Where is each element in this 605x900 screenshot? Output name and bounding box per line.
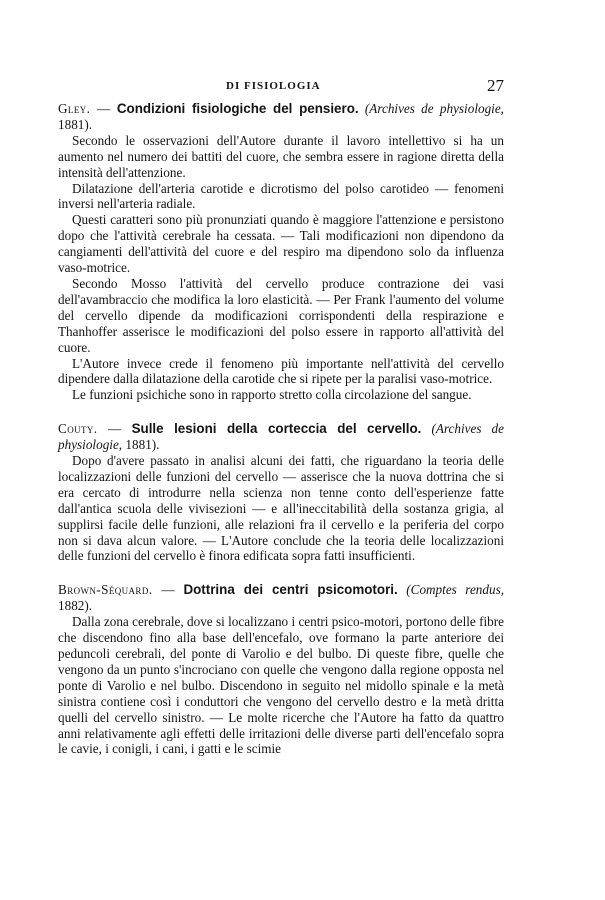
entry-author: Brown-Séquard. — [58,582,175,598]
paragraph: L'Autore invece crede il fenomeno più importante nell'attività del cervello dipendere dalla dilatazione della carotide che si ripete per la paralisi vaso-motrice. [58,355,504,387]
text-column [58,101,504,757]
paragraph: Secondo le osservazioni dell'Autore durante il lavoro intellettivo si ha un aumento nel numero dei battiti del cuore, che sembra essere in ragione diretta della intensità dell'attenzione. [58,132,504,180]
paragraph: Dalla zona cerebrale, dove si localizzano i centri psico-motori, portono delle fibre che discendono fino alla base dell'encefalo, ove formano la parte anteriore dei peduncoli cerebrali, del ponte di Varolio e del bulbo. Di queste fibre, quelle che vengono da un punto s'incrociano con quelle che vengono dalla regione opposta nel ponte di Varolio e nel bulbo. Discendono in seguito nel midollo spinale e la metà sinistra contiene così i conduttori che vengono del cervello destro e la metà dritta quelli del cervello sinistro. — Le molte ricerche che l'Autore ha fatto da quattro anni relativamente agli effetti delle irritazioni delle diverse parti dell'encefalo sopra le cavie, i conigli, i cani, i gatti e le scimie [58,614,504,757]
entry-author: Gley. — [58,101,111,116]
running-header [58,76,504,101]
page-number: 27 [487,76,504,95]
entry-title: Sulle lesioni della corteccia del cervello. [131,421,422,437]
entry-title: Dottrina dei centri psicomotori. [183,582,398,598]
entry-author: Couty. — [58,421,122,437]
entry-source: (Archives de physiologie, [364,101,504,116]
entry-heading [58,582,504,614]
paragraph: Dopo d'avere passato in analisi alcuni dei fatti, che riguardano la teoria delle localizzazioni delle funzioni del cervello — asserisce che la nuova dottrina che si era cercato di introdurre nella scienza non tenne conto dell'esperienze fatte dall'antica scuola delle vivisezioni — e all'ineccitabilità della sostanza grigia, al supplirsi facile delle funzioni, alle relazioni fra il cervello e la periferia del corpo non si dava alcun valore. — L'Autore conclude che la teoria delle localizzazioni delle funzioni del cervello è finora edificata sopra fatti insufficienti. [58,453,504,564]
entry-source: (Comptes rendus, [406,582,505,598]
abstract-entry-couty [58,421,504,564]
entry-heading [58,421,504,453]
entry-source: (Archives de physiologie, [58,421,505,453]
entry-title: Condizioni fisiologiche del pensiero. [116,101,359,116]
paragraph: Dilatazione dell'arteria carotide e dicrotismo del polso carotideo — fenomeni inversi nell'arteria radiale. [58,180,504,212]
entry-source-year: 1881). [58,116,93,132]
abstract-entry-gley [58,101,504,403]
entry-source-year: 1881). [125,437,160,453]
paragraph: Le funzioni psichiche sono in rapporto stretto colla circolazione del sangue. [72,387,472,403]
running-title: DI FISIOLOGIA [226,80,321,92]
abstract-entry-brown-sequard [58,582,504,757]
entry-source-year: 1882). [58,598,93,614]
paragraph: Questi caratteri sono più pronunziati quando è maggiore l'attenzione e persistono dopo che l'attività cerebrale ha cessata. — Tali modificazioni non dipendono da cangiamenti dell'attività del cuore e del respiro ma dipendono solo da influenza vaso-motrice. [58,212,504,276]
entry-heading [58,101,504,133]
paragraph: Secondo Mosso l'attività del cervello produce contrazione dei vasi dell'avambraccio che modifica la loro elasticità. — Per Frank l'aumento del volume del cervello dipende da modificazioni corrispondenti della respirazione e Thanhoffer asserisce le modificazioni del polso essere in rapporto all'attività del cuore. [58,275,504,355]
